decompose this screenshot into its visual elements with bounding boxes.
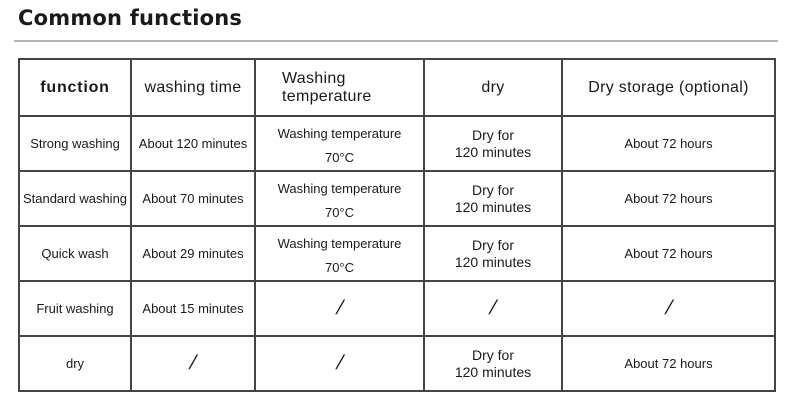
washing-time-cell: About 29 minutes [131, 226, 255, 281]
functions-table [18, 58, 776, 392]
washing-time-cell: About 70 minutes [131, 171, 255, 226]
dry-cell: Dry for 120 minutes [424, 171, 562, 226]
function-cell: Fruit washing [19, 281, 131, 336]
function-cell: Strong washing [19, 116, 131, 171]
washing-temperature-cell: Washing temperature 70°C [255, 171, 424, 226]
function-cell: Standard washing [19, 171, 131, 226]
washing-temperature-cell: Washing temperature 70°C [255, 116, 424, 171]
header-washing-temperature: Washing temperature [255, 59, 424, 116]
table-row [19, 281, 775, 336]
header-dry-storage: Dry storage (optional) [562, 59, 775, 116]
washing-temperature-cell [255, 336, 424, 391]
dry-storage-cell: About 72 hours [562, 226, 775, 281]
function-cell: dry [19, 336, 131, 391]
washing-temperature-cell [255, 281, 424, 336]
dry-cell: Dry for 120 minutes [424, 336, 562, 391]
dry-cell [424, 281, 562, 336]
not-applicable-mark: / [335, 351, 344, 374]
header-dry: dry [424, 59, 562, 116]
table-row [19, 226, 775, 281]
washing-time-cell [131, 336, 255, 391]
washing-temperature-cell: Washing temperature 70°C [255, 226, 424, 281]
table-row [19, 336, 775, 391]
not-applicable-mark: / [189, 351, 197, 374]
header-washing-time: washing time [131, 59, 255, 116]
table-header-row [19, 59, 775, 116]
not-applicable-mark: / [489, 296, 497, 319]
function-cell: Quick wash [19, 226, 131, 281]
dry-storage-cell: About 72 hours [562, 116, 775, 171]
dry-storage-cell: About 72 hours [562, 336, 775, 391]
washing-time-cell: About 120 minutes [131, 116, 255, 171]
dry-cell: Dry for 120 minutes [424, 226, 562, 281]
dry-storage-cell [562, 281, 775, 336]
header-function: function [19, 59, 131, 116]
not-applicable-mark: / [335, 296, 344, 319]
washing-time-cell: About 15 minutes [131, 281, 255, 336]
dry-storage-cell: About 72 hours [562, 171, 775, 226]
table-row [19, 171, 775, 226]
page-title: Common functions [18, 6, 243, 30]
not-applicable-mark: / [664, 296, 673, 319]
dry-cell: Dry for 120 minutes [424, 116, 562, 171]
table-row [19, 116, 775, 171]
title-divider [14, 40, 778, 42]
